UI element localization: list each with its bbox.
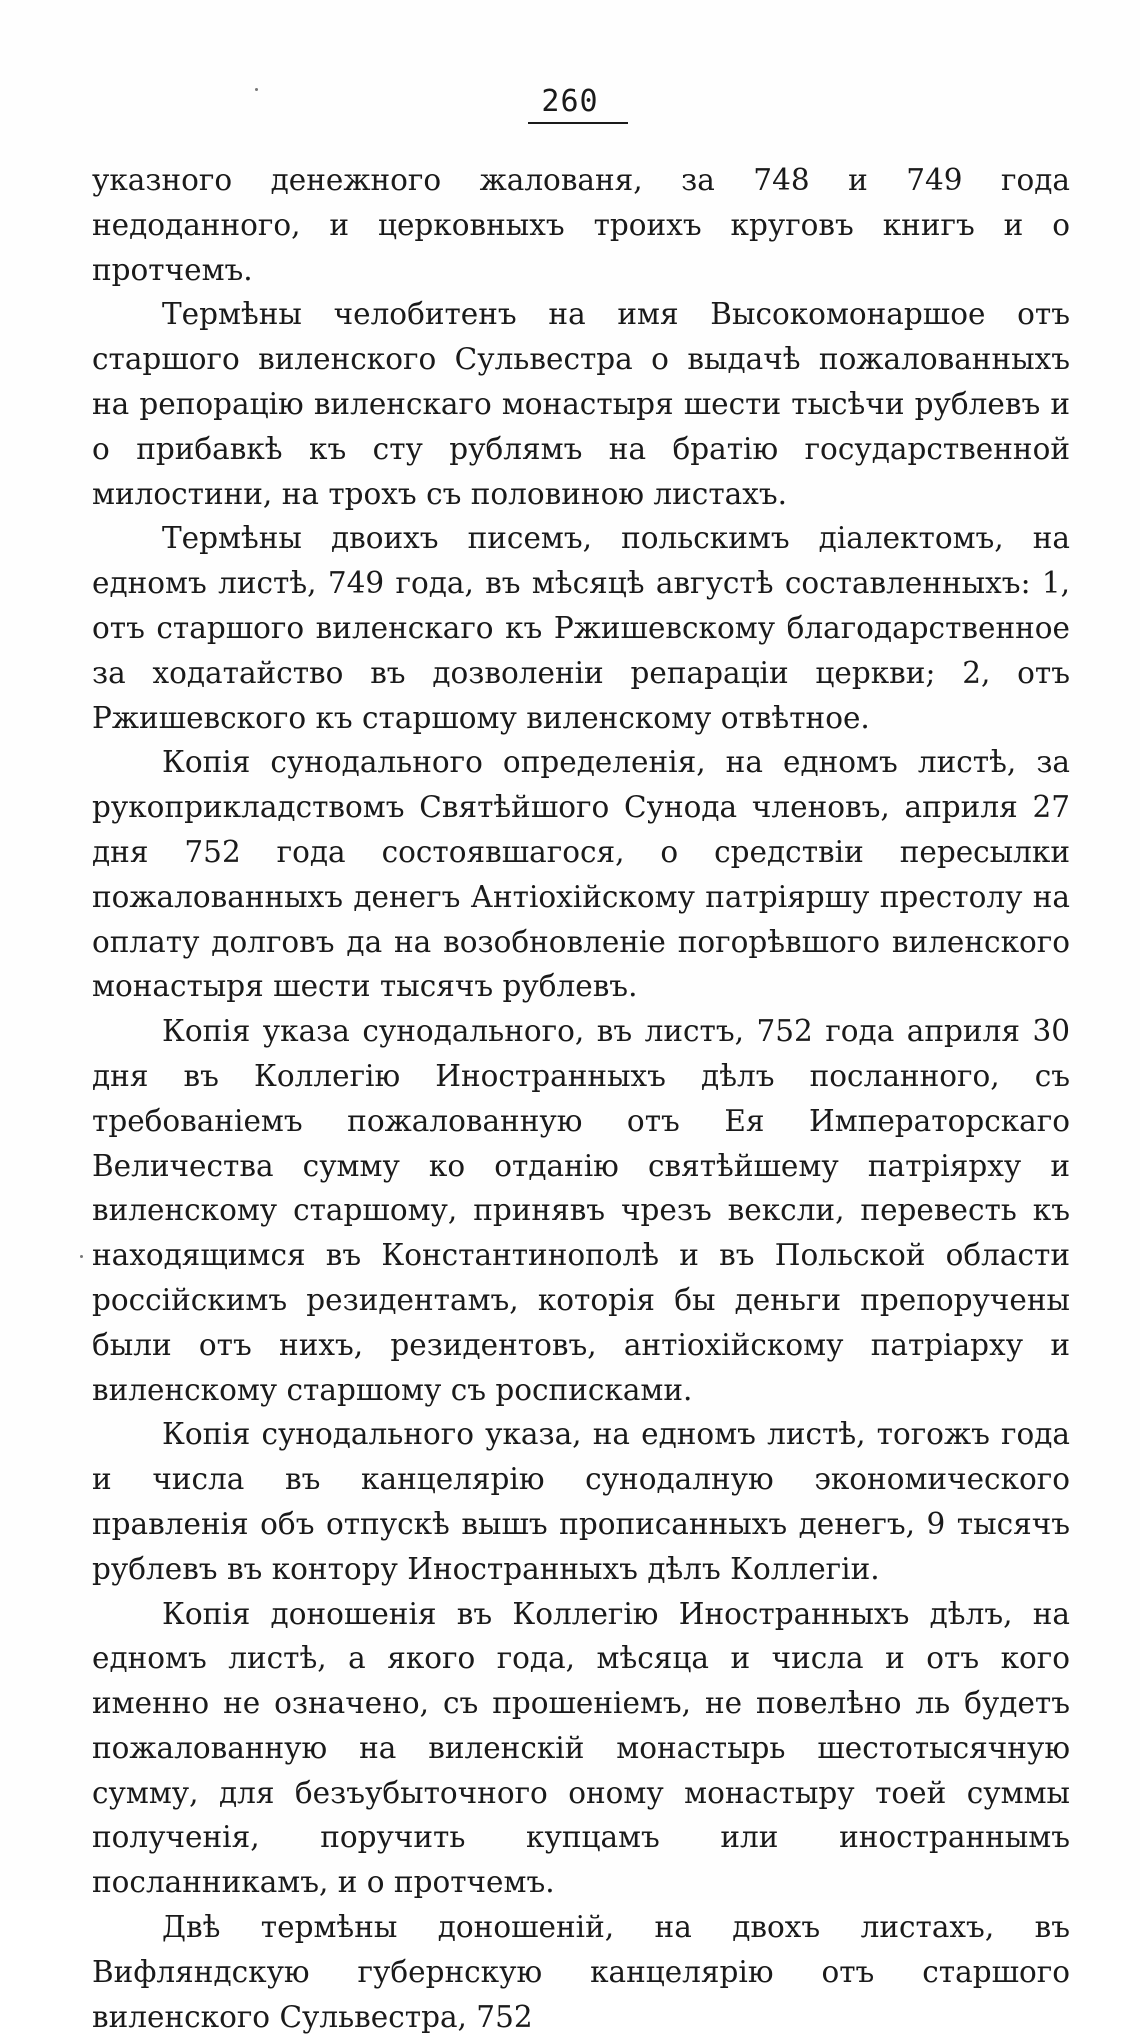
page-number-rule <box>528 122 628 124</box>
paragraph: Копія сунодального определенія, на едномъ листѣ, за рукоприкладствомъ Святѣйшого Сунода членовъ, априля 27 дня 752 года состоявшагося, о средствіи пересылки пожалованныхъ денегъ Антіохійскому патріяршу престолу на оплату долговъ да на возобновленіе погорѣвшого виленского монастыря шести тысячъ рублевъ. <box>92 745 1070 1004</box>
page-number: 260 <box>541 84 599 119</box>
paragraph-continuation: указного денежного жалованя, за 748 и 749 года недоданного, и церковныхъ троихъ круговъ книгъ и о протчемъ. <box>92 163 1070 287</box>
paragraph: Термѣны челобитенъ на имя Высокомонаршое отъ старшого виленского Сульвестра о выдачѣ пожалованныхъ на репорацію виленскаго монастыря шести тысѣчи рублевъ и о прибавкѣ къ сту рублямъ на братію государственной милостини, на трохъ съ половиною листахъ. <box>92 297 1070 511</box>
paragraph: Копія указа сунодального, въ листъ, 752 года априля 30 дня въ Коллегію Иностранныхъ дѣлъ посланного, съ требованіемъ пожалованную отъ Ея Императорскаго Величества сумму ко отданію святѣйшему патріярху и виленскому старшому, принявъ чрезъ вексли, перевесть къ находящимся въ Константинополѣ и въ Польской области россійскимъ резидентамъ, которія бы деньги препоручены были отъ нихъ, резидентовъ, антіохійскому патріарху и виленскому старшому съ росписками. <box>92 1014 1070 1407</box>
paragraph: Двѣ термѣны доношеній, на двохъ листахъ, въ Вифляндскую губернскую канцелярію отъ старшого виленского Сульвестра, 752 <box>92 1910 1070 2034</box>
paragraph: Термѣны двоихъ писемъ, польскимъ діалектомъ, на едномъ листѣ, 749 года, въ мѣсяцѣ августѣ составленныхъ: 1, отъ старшого виленскаго къ Ржишевскому благодарственное за ходатайство въ дозволеніи репараціи церкви; 2, отъ Ржишевского къ старшому виленскому отвѣтное. <box>92 521 1070 735</box>
body-text <box>92 158 1070 2039</box>
scan-speck <box>255 88 258 91</box>
paragraph: Копія доношенія въ Коллегію Иностранныхъ дѣлъ, на едномъ листѣ, а якого года, мѣсяца и числа и отъ кого именно не означено, съ прошеніемъ, не повелѣно ль будетъ пожалованную на виленскій монастырь шестотысячную сумму, для безъубыточного оному монастыру тоей суммы полученія, поручить купцамъ или иностраннымъ посланникамъ, и о протчемъ. <box>92 1596 1070 1900</box>
paragraph: Копія сунодального указа, на едномъ листѣ, тогожъ года и числа въ канцелярію сунодалную экономического правленія объ отпускѣ вышъ прописанныхъ денегъ, 9 тысячъ рублевъ въ контору Иностранныхъ дѣлъ Коллегіи. <box>92 1417 1070 1586</box>
scan-speck <box>80 1255 83 1258</box>
